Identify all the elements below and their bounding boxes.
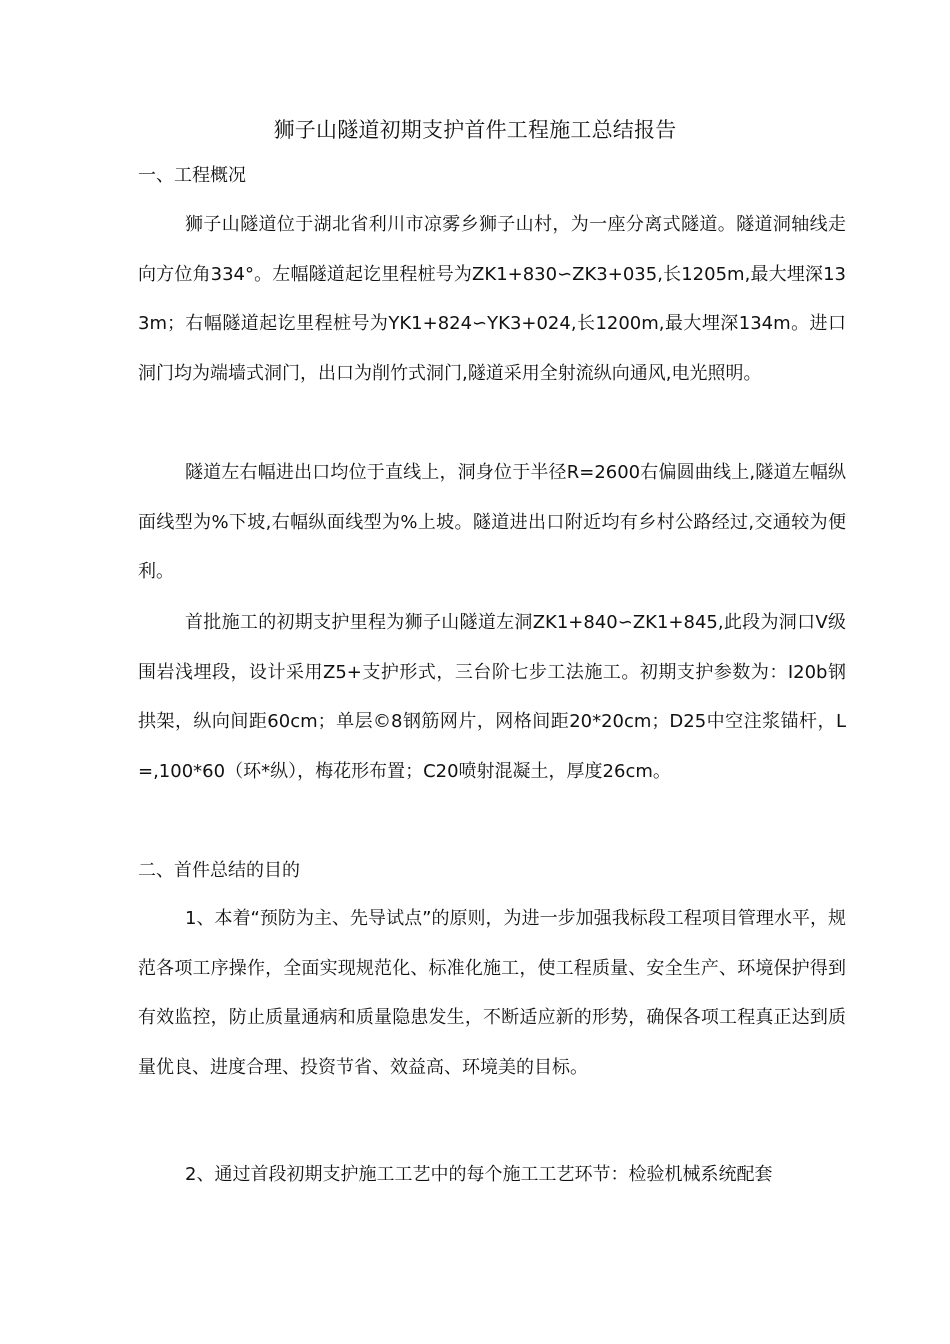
paragraph-support-parameters: 首批施工的初期支护里程为狮子山隧道左洞ZK1+840∽ZK1+845,此段为洞口Ⅴ级围岩浅埋段，设计采用Z5+支护形式，三台阶七步工法施工。初期支护参数为：I20b钢拱架，纵向间距60cm；单层©8钢筋网片，网格间距20*20cm；D25中空注浆锚杆，L=,100*60（环*纵），梅花形布置；C20喷射混凝土，厚度26cm。 bbox=[138, 612, 846, 782]
section-heading-overview: 一、工程概况 bbox=[138, 165, 246, 186]
section-heading-purpose: 二、首件总结的目的 bbox=[138, 860, 300, 881]
paragraph-tunnel-location: 狮子山隧道位于湖北省利川市凉雾乡狮子山村，为一座分离式隧道。隧道洞轴线走向方位角334°。左幅隧道起讫里程桩号为ZK1+830∽ZK3+035,长1205m,最大埋深133m；右幅隧道起讫里程桩号为YK1+824∽YK3+024,长1200m,最大埋深134m。进口洞门均为端墙式洞门，出口为削竹式洞门,隧道采用全射流纵向通风,电光照明。 bbox=[138, 214, 846, 384]
document-title: 狮子山隧道初期支护首件工程施工总结报告 bbox=[273, 118, 677, 142]
paragraph-purpose-1: 1、本着“预防为主、先导试点”的原则，为进一步加强我标段工程项目管理水平，规范各项工序操作，全面实现规范化、标准化施工，使工程质量、安全生产、环境保护得到有效监控，防止质量通病和质量隐患发生，不断适应新的形势，确保各项工程真正达到质量优良、进度合理、投资节省、效益高、环境美的目标。 bbox=[138, 908, 846, 1078]
paragraph-purpose-2: 2、通过首段初期支护施工工艺中的每个施工工艺环节：检验机械系统配套 bbox=[185, 1164, 773, 1185]
paragraph-tunnel-alignment: 隧道左右幅进出口均位于直线上，洞身位于半径R=2600右偏圆曲线上,隧道左幅纵面线型为%下坡,右幅纵面线型为%上坡。隧道进出口附近均有乡村公路经过,交通较为便利。 bbox=[138, 462, 846, 582]
